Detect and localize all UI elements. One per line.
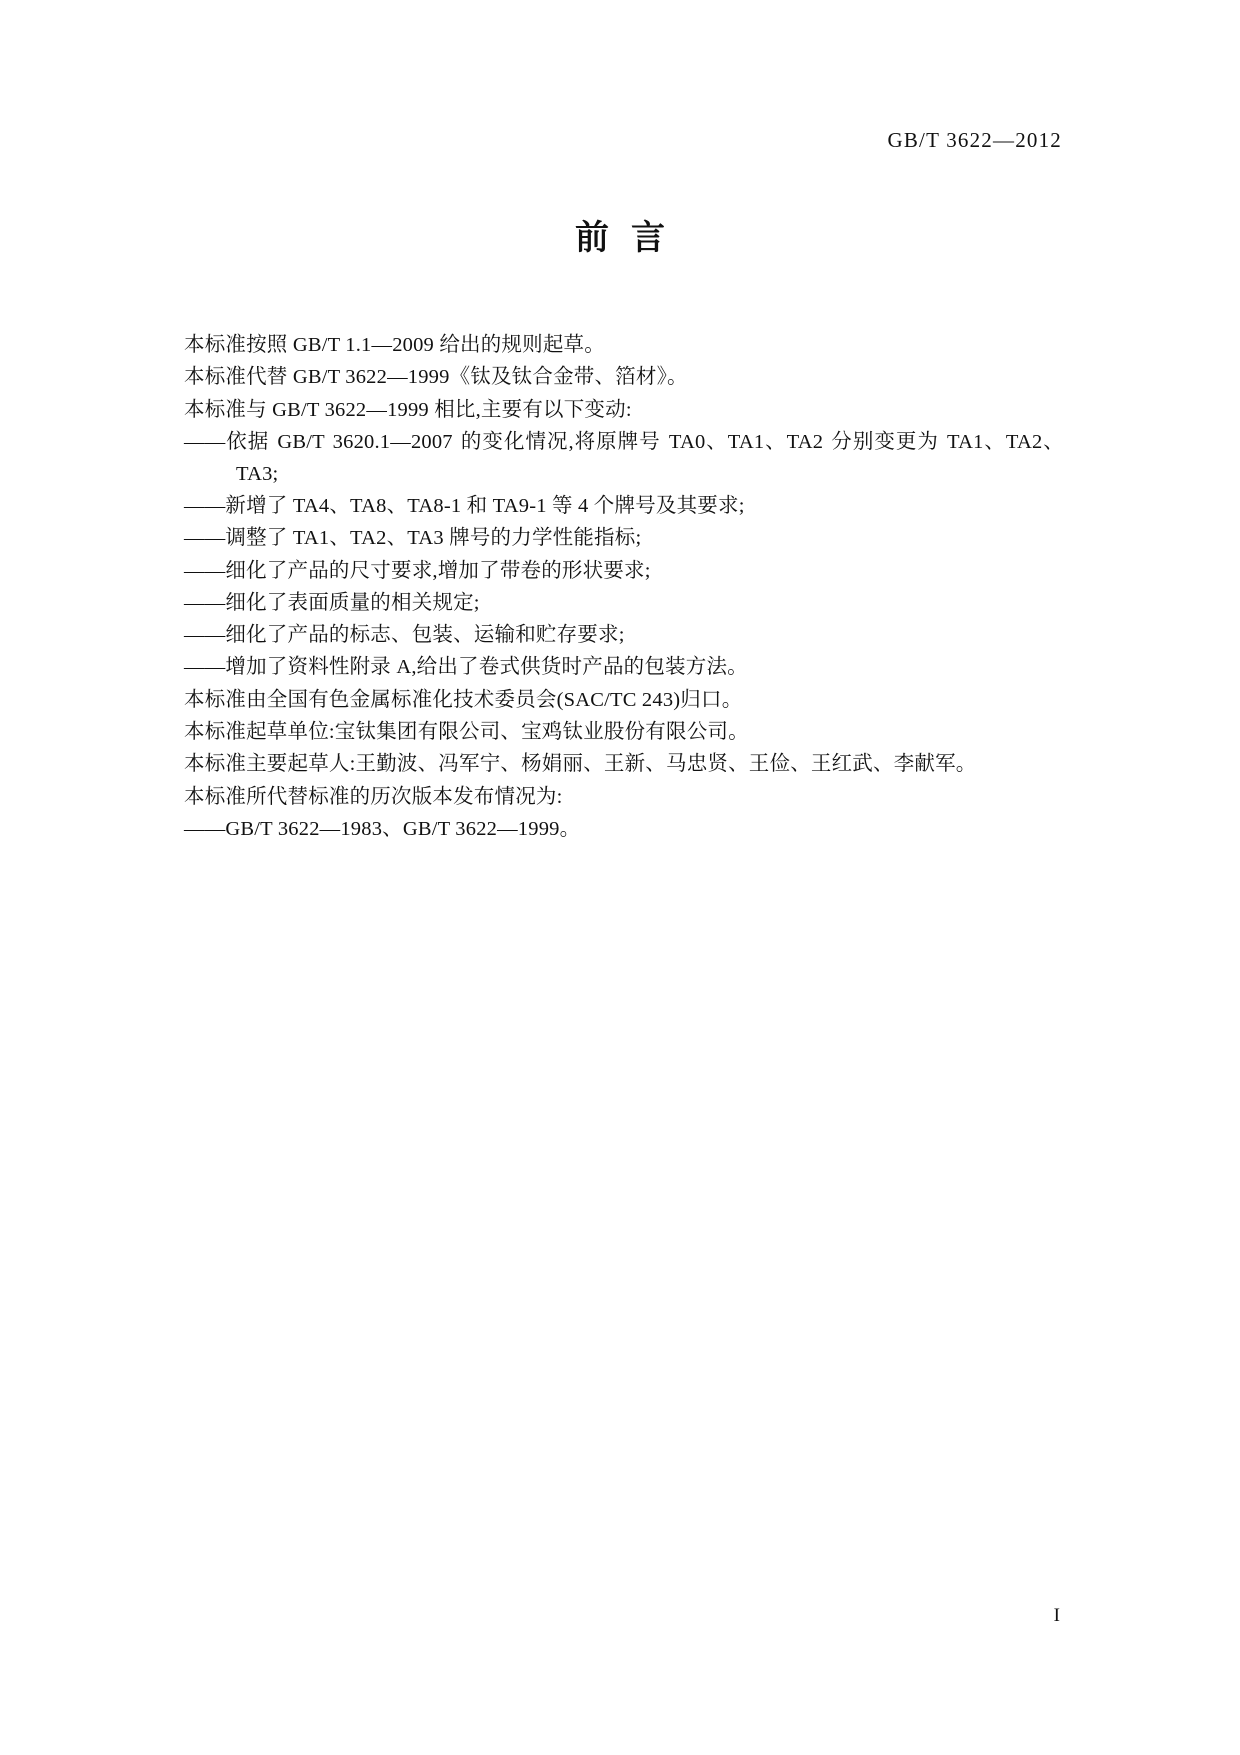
change-item: ——新增了 TA4、TA8、TA8-1 和 TA9-1 等 4 个牌号及其要求; [184,494,745,517]
change-item: ——增加了资料性附录 A,给出了卷式供货时产品的包装方法。 [184,656,748,679]
change-item: ——细化了产品的标志、包装、运输和贮存要求; [184,624,625,647]
standard-number-header: GB/T 3622—2012 [887,128,1062,152]
paragraph: 本标准起草单位:宝钛集团有限公司、宝鸡钛业股份有限公司。 [184,721,749,744]
paragraph: 本标准所代替标准的历次版本发布情况为: [184,785,563,808]
change-item: ——依据 GB/T 3620.1—2007 的变化情况,将原牌号 TA0、TA1、TA2 分别变更为 TA1、TA2、TA3; [184,430,1064,485]
page-number: I [1053,1605,1060,1626]
paragraph: 本标准主要起草人:王勤波、冯军宁、杨娟丽、王新、马忠贤、王俭、王红武、李献军。 [184,753,977,776]
change-item: ——细化了产品的尺寸要求,增加了带卷的形状要求; [184,559,651,582]
paragraph: 本标准代替 GB/T 3622—1999《钛及钛合金带、箔材》。 [184,366,688,389]
page-title: 前言 [575,218,687,258]
paragraph: 本标准与 GB/T 3622—1999 相比,主要有以下变动: [184,398,632,421]
paragraph: 本标准按照 GB/T 1.1—2009 给出的规则起草。 [184,334,605,356]
foreword-body [184,330,1064,846]
paragraph: 本标准由全国有色金属标准化技术委员会(SAC/TC 243)归口。 [184,688,743,711]
change-item: ——细化了表面质量的相关规定; [184,591,480,614]
change-item: ——调整了 TA1、TA2、TA3 牌号的力学性能指标; [184,527,642,550]
history-item: ——GB/T 3622—1983、GB/T 3622—1999。 [184,817,581,840]
